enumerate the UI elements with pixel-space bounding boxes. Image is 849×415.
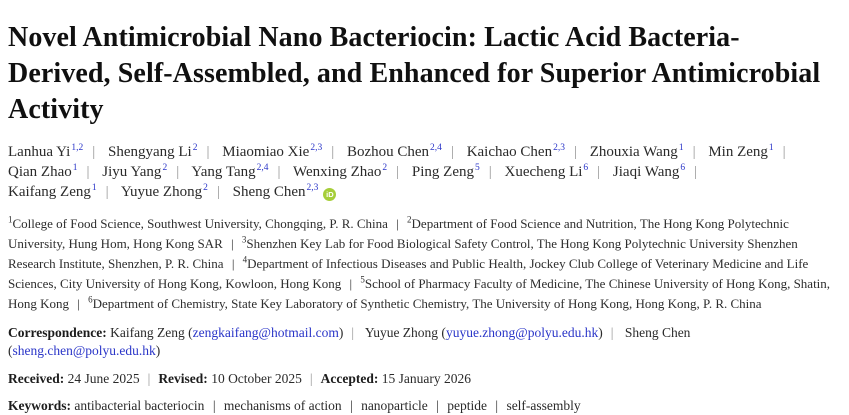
author-name: Jiyu Yang [102,164,162,180]
author-separator: | [782,144,786,160]
author-name: Shengyang Li [107,144,192,160]
correspondence-separator: | [351,325,355,340]
correspondence-entry: Sheng Chen (sheng.chen@polyu.edu.hk) [8,325,691,358]
author [505,164,610,180]
author-name: Wenxing Zhao [293,164,382,180]
author-name: Zhouxia Wang [589,144,678,160]
author-affiliation-superscript: 2 [192,143,198,153]
affiliation-text: School of Pharmacy Faculty of Medicine, The Chinese University of Hong Kong, Shatin, Hong Kong [8,276,831,311]
keyword-separator: | [432,398,439,413]
author-name: Min Zeng [708,144,768,160]
correspondence-separator: | [610,325,614,340]
author [8,184,118,200]
author-affiliation-superscript: 2 [162,163,168,173]
article-title: Novel Antimicrobial Nano Bacteriocin: Lactic Acid Bacteria-Derived, Self-Assembled, and Enhanced for Superior Antimicrobial Activity [8,22,821,125]
affiliation-text: Department of Food Science and Nutrition, The Hong Kong Polytechnic University, Hung Hom, Hong Kong SAR [8,216,789,251]
keywords-label: Keywords: [8,398,71,413]
history-label: Accepted: [320,371,379,386]
author [293,164,408,180]
author-affiliation-superscript: 2,3 [306,183,319,193]
author-separator: | [450,144,454,160]
author-separator: | [396,164,400,180]
author [590,144,705,160]
keyword: nanoparticle [357,398,428,413]
orcid-icon[interactable]: iD [323,188,336,201]
correspondence-entry: Yuyue Zhong (yuyue.zhong@polyu.edu.hk) [362,325,603,340]
author-affiliation-superscript: 2,4 [256,163,269,173]
correspondence-entries [8,325,690,358]
email-link[interactable]: zengkaifang@hotmail.com [192,325,339,340]
author [108,144,219,160]
author-separator: | [692,144,696,160]
keyword-separator: | [491,398,499,413]
author [191,164,289,180]
author [8,164,99,180]
history-separator: | [147,371,151,386]
author-name: Yuyue Zhong [120,184,203,200]
author [233,184,337,200]
keyword-separator: | [209,398,216,413]
author-name: Xuecheng Li [504,164,583,180]
history-line [8,370,839,388]
author-separator: | [277,164,281,180]
author [347,144,463,160]
affiliation-superscript: 1 [8,214,13,225]
author-separator: | [176,164,180,180]
author-affiliation-superscript: 1 [91,183,97,193]
affiliation-text: Shenzhen Key Lab for Food Biological Safety Control, The Hong Kong Polytechnic University Shenzhen Research Institute, Shenzhen, P. R. China [8,236,798,271]
affiliation-text: Department of Chemistry, State Key Laboratory of Synthetic Chemistry, The University of Hong Kong, Hong Kong, P. R. China [92,296,762,311]
history-item: Accepted: 15 January 2026 [320,371,471,386]
author-affiliation-superscript: 1,2 [71,143,84,153]
author-affiliation-superscript: 2 [203,183,208,193]
keywords-items [74,398,580,413]
author-affiliation-superscript: 1 [72,163,78,173]
author-affiliation-superscript: 2,4 [430,143,442,153]
affiliation-separator: | [228,256,238,271]
keyword: antibacterial bacteriocin [74,398,205,413]
author-separator: | [105,184,109,200]
author-separator: | [597,164,601,180]
affiliation-text: College of Food Science, Southwest University, Chongqing, P. R. China [12,216,388,231]
history-label: Received: [8,371,65,386]
correspondence-label: Correspondence: [8,325,107,340]
author [222,144,343,160]
affiliation-separator: | [227,236,237,251]
author-name: Kaifang Zeng [8,184,91,200]
author [121,184,229,200]
history-separator: | [309,371,313,386]
history-item: Revised: 10 October 2025 [158,371,302,386]
author-separator: | [331,144,335,160]
author-name: Bozhou Chen [346,144,430,160]
author-affiliation-superscript: 2 [382,163,388,173]
email-link[interactable]: sheng.chen@polyu.edu.hk [12,343,156,358]
author-name: Miaomiao Xie [222,144,310,160]
email-link[interactable]: yuyue.zhong@polyu.edu.hk [445,325,599,340]
history-item: Received: 24 June 2025 [8,371,140,386]
correspondence-line [8,324,839,360]
affiliation-separator: | [346,276,356,291]
author [412,164,501,180]
keyword: mechanisms of action [220,398,342,413]
affiliation-superscript: 5 [360,274,365,285]
author-separator: | [216,184,220,200]
affiliation-list [8,214,839,314]
keywords-line [8,397,839,415]
correspondence-entry: Kaifang Zeng (zengkaifang@hotmail.com) [110,325,344,340]
author-affiliation-superscript: 6 [583,163,589,173]
author-name: Lanhua Yi [8,144,71,160]
author-affiliation-superscript: 1 [678,143,684,153]
author-name: Qian Zhao [8,164,72,180]
author-name: Kaichao Chen [466,144,553,160]
author-separator: | [206,144,210,160]
author-list [8,142,839,202]
keyword-separator: | [346,398,353,413]
author-separator: | [86,164,90,180]
author-name: Jiaqi Wang [612,164,680,180]
affiliation-superscript: 2 [407,214,412,225]
keyword: peptide [443,398,487,413]
author-name: Sheng Chen [232,184,306,200]
affiliation-separator: | [74,296,84,311]
affiliation-separator: | [392,216,403,231]
author-affiliation-superscript: 6 [680,163,686,173]
author-name: Ping Zeng [411,164,474,180]
author-separator: | [694,164,698,180]
affiliation-superscript: 6 [88,294,93,305]
history-label: Revised: [158,371,208,386]
author [708,144,794,160]
affiliation-superscript: 4 [242,254,248,265]
author [613,164,706,180]
author-separator: | [92,144,96,160]
author-affiliation-superscript: 5 [475,163,480,173]
author-separator: | [488,164,492,180]
author [8,144,104,160]
author-separator: | [573,144,577,160]
keyword: self-assembly [503,398,581,413]
author [102,164,188,180]
author-affiliation-superscript: 1 [768,143,774,153]
affiliation-text: Department of Infectious Diseases and Public Health, Jockey Club College of Veterinary Medicine and Life Sciences, City University of Hong Kong, Kowloon, Hong Kong [8,256,809,291]
author-affiliation-superscript: 2,3 [553,143,565,153]
author-affiliation-superscript: 2,3 [310,143,323,153]
author-name: Yang Tang [191,164,256,180]
affiliation-superscript: 3 [241,234,247,245]
author [467,144,586,160]
